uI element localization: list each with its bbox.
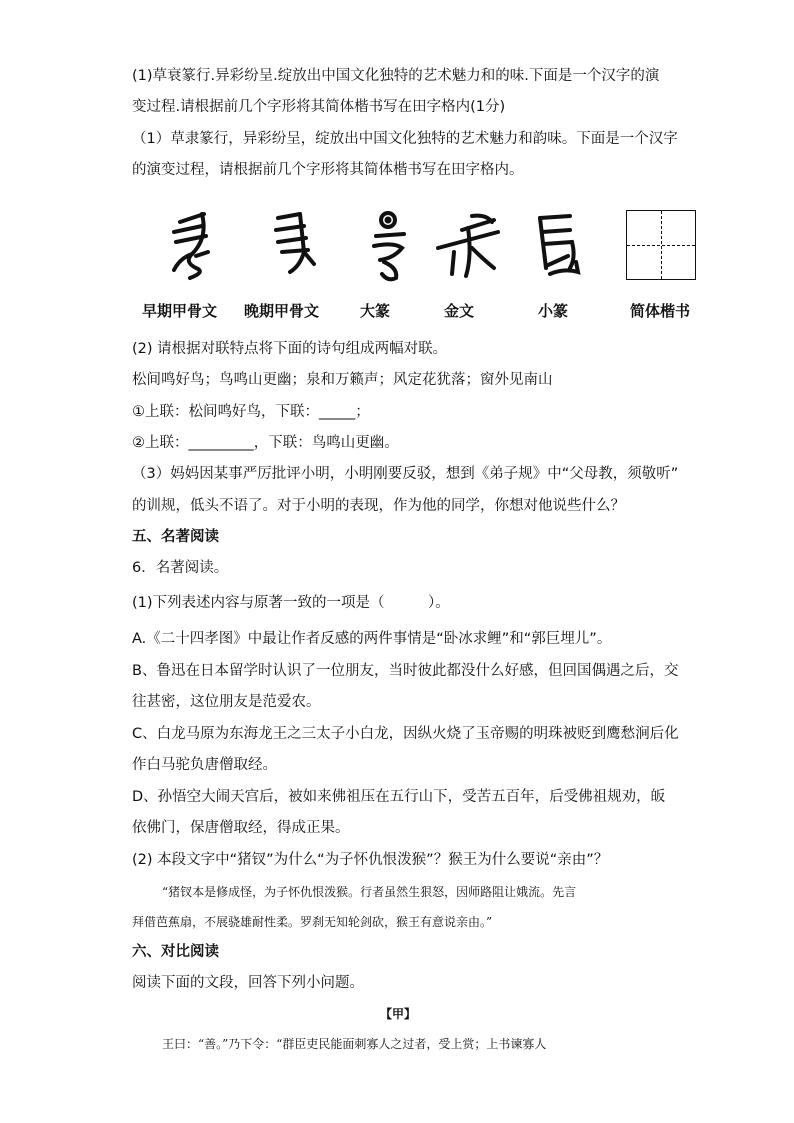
section-6-instruction: 阅读下面的文段，回答下列小问题。 [132, 975, 364, 991]
option-d-line-1: D、孙悟空大闹天宫后，被如来佛祖压在五行山下，受苦五百年，后受佛祖规劝，皈 [132, 789, 666, 805]
poem-quote-line-2: 拜借芭蕉扇，不展骁雄耐性柔。罗刹无知轮剑砍，猴王有意说亲由。” [132, 915, 493, 929]
option-b-line-1: B、鲁迅在日本留学时认识了一位朋友，当时彼此都没什么好感，但回国偶遇之后，交 [132, 663, 679, 679]
caption-early-oracle: 早期甲骨文 [142, 302, 218, 320]
question-6-title: 6．名著阅读。 [132, 560, 229, 576]
caption-bronze: 金文 [444, 302, 475, 320]
caption-late-oracle: 晚期甲骨文 [244, 302, 320, 320]
couplet-2-line: ②上联：_________，下联：鸟鸣山更幽。 [132, 435, 399, 451]
question-1-ocr-line-1: (1)草衰篆行.异彩纷呈.绽放出中国文化独特的艺术魅力和的味.下面是一个汉字的演 [132, 68, 660, 84]
tian-zi-grid-box[interactable] [626, 210, 696, 280]
caption-small-seal: 小篆 [538, 302, 569, 320]
option-b-line-2: 往甚密，这位朋友是范爱农。 [132, 694, 321, 710]
option-a: A.《二十四孝图》中最让作者反感的两件事情是“卧冰求鲤”和“郭巨埋儿”。 [132, 631, 612, 647]
question-6-2-prompt: (2) 本段文字中“猪钗”为什么“为子怀仇恨泼猴”？猴王为什么要说“亲由”？ [132, 852, 609, 868]
late-oracle-bone-glyph [260, 208, 336, 284]
option-c-line-2: 作白马驼负唐僧取经。 [132, 757, 277, 773]
question-2-prompt: (2) 请根据对联特点将下面的诗句组成两幅对联。 [132, 341, 448, 357]
poem-quote-line-1: “猪钗本是修成怪，为子怀仇恨泼猴。行者虽然生狠怒，因师路阻让娥流。先言 [162, 885, 577, 899]
question-1-line-1: （1）草隶篆行，异彩纷呈，绽放出中国文化独特的艺术魅力和韵味。下面是一个汉字 [132, 131, 678, 147]
section-6-heading: 六、对比阅读 [132, 944, 219, 960]
option-d-line-2: 依佛门，保唐僧取经，得成正果。 [132, 820, 350, 836]
grid-vertical-line [661, 211, 662, 279]
small-seal-glyph [524, 208, 600, 284]
couplet-1-line: ①上联：松间鸣好鸟，下联：_____； [132, 404, 370, 420]
question-3-line-1: （3）妈妈因某事严厉批评小明，小明刚要反驳，想到《弟子规》中“父母教，须敬听” [132, 466, 679, 482]
caption-large-seal: 大篆 [360, 302, 391, 320]
character-evolution-figure [132, 200, 712, 330]
question-1-ocr-line-2: 变过程.请根据前几个字形将其简体楷书写在田字格内(1分) [132, 99, 506, 115]
question-3-line-2: 的训规，低头不语了。对于小明的表现，作为他的同学，你想对他说些什么？ [132, 498, 625, 514]
question-1-line-2: 的演变过程，请根据前几个字形将其简体楷书写在田字格内。 [132, 162, 524, 178]
section-5-heading: 五、名著阅读 [132, 529, 219, 545]
large-seal-glyph [354, 208, 430, 284]
caption-regular-script: 简体楷书 [630, 302, 691, 320]
option-c-line-1: C、白龙马原为东海龙王之三太子小白龙，因纵火烧了玉帝赐的明珠被贬到鹰愁涧后化 [132, 726, 679, 742]
question-6-1-prompt: (1)下列表述内容与原著一致的一项是（ ）。 [132, 595, 450, 611]
passage-jia-line-1: 王曰：“善。”乃下令：“群臣吏民能面刺寡人之过者，受上赏；上书谏寡人 [162, 1037, 547, 1051]
early-oracle-bone-glyph [162, 208, 238, 284]
bronze-inscription-glyph [432, 208, 508, 284]
passage-jia-label: 【甲】 [380, 1007, 417, 1021]
question-2-verses: 松间鸣好鸟；鸟鸣山更幽；泉和万籁声；风定花犹落；窗外见南山 [132, 372, 553, 388]
